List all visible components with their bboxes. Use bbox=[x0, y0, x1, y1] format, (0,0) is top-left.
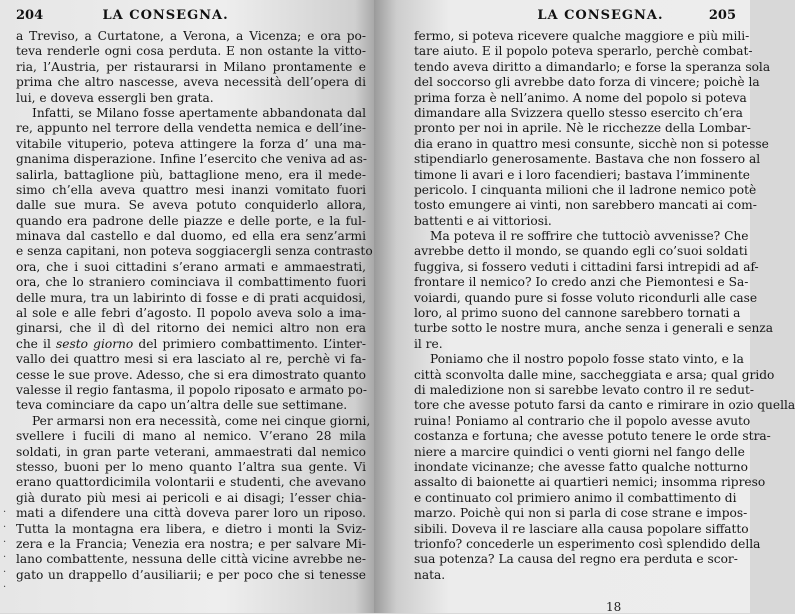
text-line: soldati, in gran parte veterani, ammaestrati dal nemico bbox=[16, 444, 366, 459]
text-line: erano quattordicimila volontarii e studenti, che avevano bbox=[16, 475, 366, 490]
text-line: marzo. Poichè qui non si parla di cose strane e impos- bbox=[414, 506, 748, 521]
right-running-title: LA CONSEGNA. bbox=[537, 8, 664, 23]
left-page-number: 204 bbox=[16, 8, 44, 23]
text-line: minava dal castello e dal duomo, ed ella era senz’armi bbox=[16, 229, 366, 244]
text-line: Per armarsi non era necessità, come nei cinque giorni, bbox=[32, 413, 371, 428]
text-line: tore che avesse potuto farsi da canto e rimirare in ozio quella bbox=[414, 398, 795, 413]
text-line: fermo, si poteva ricevere qualche maggiore e più mili- bbox=[414, 29, 750, 43]
text-line: stipendiarlo generosamente. Bastava che non fossero al bbox=[414, 152, 761, 167]
text-line: battenti e ai vittoriosi. bbox=[414, 213, 552, 228]
text-line: pericolo. I cinquanta milioni che il ladrone nemico potè bbox=[414, 182, 757, 197]
text-line: Tutta la montagna era libera, e dietro i monti la Sviz- bbox=[16, 521, 366, 536]
right-page-body bbox=[414, 29, 795, 583]
text-line: niere a marcire quindici o venti giorni nel fango delle bbox=[414, 444, 745, 459]
text-line: ora, che lo straniero cominciava il combattimento fuori bbox=[16, 275, 366, 290]
text-line: al sole e alle febri d’agosto. Il popolo aveva solo a ima- bbox=[16, 306, 366, 321]
left-page-header bbox=[16, 8, 366, 26]
text-line: assalto di baionette ai quartieri nemici; insomma ripreso bbox=[414, 475, 766, 490]
text-line: cesse le sue prove. Adesso, che si era dimostrato quanto bbox=[16, 367, 366, 382]
text-line: gato un drappello d’ausiliarii; e per poco che si tenesse bbox=[16, 567, 366, 582]
text-line: città sconvolta dalle mine, saccheggiata e arsa; qual grido bbox=[414, 367, 775, 382]
text-line: svellere i fucili di mano al nemico. V’erano 28 mila bbox=[16, 429, 366, 444]
text-line: prima che altro nascesse, aveva necessità dell’opera di bbox=[16, 75, 366, 90]
text-line: nata. bbox=[414, 567, 446, 582]
text-line: che il sesto giorno del primiero combattimento. L’inter- bbox=[16, 336, 366, 351]
text-line: frontare il nemico? Io credo anzi che Piemontesi e Sa- bbox=[414, 275, 749, 290]
text-line: sua potenza? La causa del regno era perduta e scor- bbox=[414, 552, 738, 567]
text-line: sibili. Doveva il re lasciare alla causa popolare siffatto bbox=[414, 521, 749, 536]
text-line: e continuato col primiero animo il combattimento di bbox=[414, 490, 737, 505]
text-line: Poniamo che il nostro popolo fosse stato vinto, e la bbox=[430, 352, 744, 367]
text-line: ruina! Poniamo al contrario che il popolo avesse avuto bbox=[414, 413, 751, 428]
text-line: lui, e doveva essergli ben grata. bbox=[16, 90, 214, 105]
text-line: già durato più mesi ai pericoli e ai disagi; l’esser chia- bbox=[16, 490, 366, 505]
text-line: avrebbe detto il mondo, se quando egli co’suoi soldati bbox=[414, 244, 748, 259]
text-line: fuggiva, si fossero veduti i cittadini farsi intrepidi ad af- bbox=[414, 259, 759, 274]
text-line: lano combattente, nessuna delle città vicine avrebbe ne- bbox=[16, 552, 366, 567]
text-line: a Treviso, a Curtatone, a Verona, a Vicenza; e ora po- bbox=[16, 29, 366, 43]
text-line: voiardi, quando pure si fosse voluto ricondurli alle case bbox=[414, 290, 758, 305]
text-line: delle mura, tra un labirinto di fosse e di prati acquidosi, bbox=[16, 290, 366, 305]
right-page-header bbox=[414, 8, 736, 26]
margin-marks: · · · · · · bbox=[3, 507, 7, 593]
text-line: mati a difendere una città doveva parer loro un riposo. bbox=[16, 506, 366, 521]
text-line: il re. bbox=[414, 336, 443, 351]
text-line: vallo dei quattro mesi si era lasciato al re, perchè vi fa- bbox=[16, 352, 366, 367]
text-line: timone li avari e i loro facendieri; bastava l’imminente bbox=[414, 167, 750, 182]
text-line: costanza e fortuna; che avesse potuto tenere le orde stra- bbox=[414, 429, 771, 444]
text-line: dimandare alla Svizzera quello stesso esercito ch’era bbox=[414, 105, 743, 120]
signature-mark: 18 bbox=[606, 600, 622, 614]
text-line: teva cominciare da capo un’altra delle sue settimane. bbox=[16, 398, 348, 413]
text-line: dalle sue mura. Se aveva potuto conquiderlo allora, bbox=[16, 198, 366, 213]
right-page bbox=[374, 0, 795, 613]
text-line: del soccorso gli avrebbe dato forza di vincere; poichè la bbox=[414, 75, 760, 90]
text-line: inondate vicinanze; che avesse fatto qualche notturno bbox=[414, 459, 748, 474]
text-line: quando era padrone delle piazze e delle porte, e la ful- bbox=[16, 213, 366, 228]
text-line: tendo aveva diritto a dimandarlo; e forse la speranza sola bbox=[414, 59, 771, 74]
text-line: ginarsi, che il dì del ritorno dei nemici altro non era bbox=[16, 321, 366, 336]
text-line: prima forza è nell’animo. A nome del popolo si poteva bbox=[414, 90, 747, 105]
text-line: re, appunto nel terrore della vendetta nemica e dell’ine- bbox=[16, 121, 366, 136]
left-running-title: LA CONSEGNA. bbox=[102, 8, 229, 23]
text-line: dia erano in quattro mesi consunte, sicchè non si potesse bbox=[414, 136, 769, 151]
text-line: pronto per noi in aprile. Nè le ricchezze della Lombar- bbox=[414, 121, 751, 136]
right-page-number: 205 bbox=[708, 8, 736, 23]
text-line: Ma poteva il re soffrire che tuttociò avvenisse? Che bbox=[430, 229, 749, 244]
text-line: simo ch’ella aveva quattro mesi inanzi vomitato fuori bbox=[16, 182, 366, 197]
text-line: e senza capitani, non poteva soggiacergli senza contrasto bbox=[16, 244, 373, 259]
text-line: zera e la Francia; Venezia era nostra; e per salvare Mi- bbox=[16, 536, 366, 551]
text-line: teva renderle ogni cosa perduta. E non ostante la vitto- bbox=[16, 44, 366, 59]
left-page bbox=[0, 0, 374, 613]
text-line: vitabile vituperio, poteva attingere la forza d’ una ma- bbox=[16, 136, 366, 151]
text-line: salirla, battaglione più, battaglione meno, era il mede- bbox=[16, 167, 366, 182]
text-line: tare aiuto. E il popolo poteva sperarlo, perchè combat- bbox=[414, 44, 753, 59]
text-line: gnanima disperazione. Infine l’esercito che veniva ad as- bbox=[16, 152, 367, 167]
left-page-body bbox=[16, 29, 373, 583]
text-line: di maledizione non si sarebbe levato contro il re sedut- bbox=[414, 382, 755, 397]
text-line: trionfo? concederle un esperimento così splendido della bbox=[414, 536, 761, 551]
text-line: loro, al primo suono del cannone sarebbero tornati a bbox=[414, 306, 741, 321]
text-line: valesse il regio fantasma, il popolo riposato e armato po- bbox=[16, 382, 368, 397]
text-line: turbe sotto le nostre mura, anche senza i generali e senza bbox=[414, 321, 773, 336]
emphasis: sesto giorno bbox=[56, 336, 134, 351]
text-line: Infatti, se Milano fosse apertamente abbandonata dal bbox=[32, 105, 366, 120]
text-line: ria, l’Austria, per ristaurarsi in Milano prontamente e bbox=[16, 59, 366, 74]
text-line: tosto emungere ai vinti, non sarebbero mancati ai com- bbox=[414, 198, 757, 213]
text-line: ora, che i suoi cittadini s’erano armati e ammaestrati, bbox=[16, 259, 366, 274]
text-line: stesso, buoni per lo meno quanto l’altra sua gente. Vi bbox=[16, 459, 366, 474]
